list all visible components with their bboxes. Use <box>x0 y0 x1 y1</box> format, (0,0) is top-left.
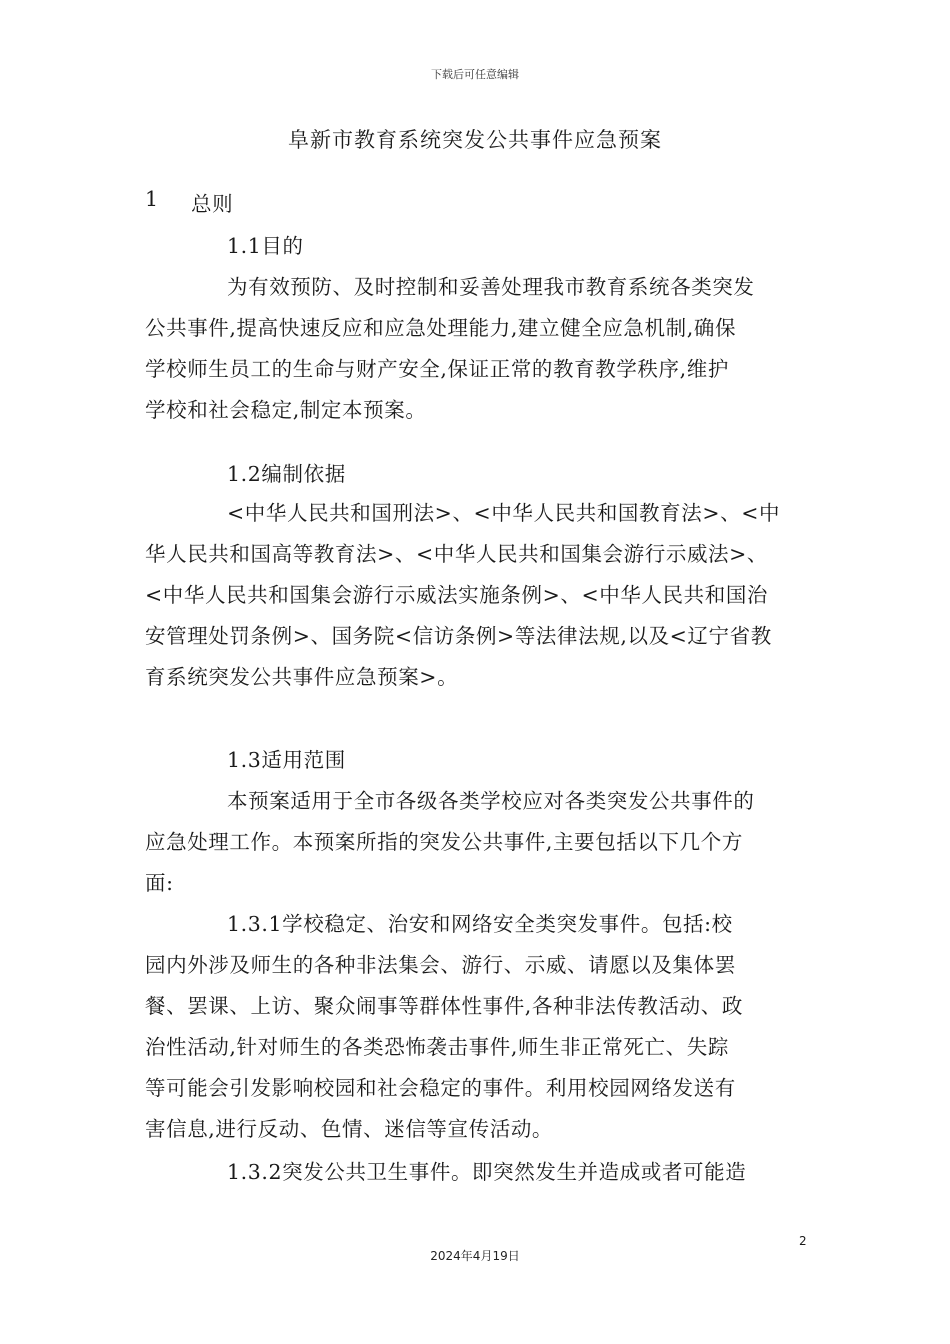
paragraph-line: 学校师生员工的生命与财产安全,保证正常的教育教学秩序,维护 <box>145 357 729 381</box>
paragraph-line: 1.3.2突发公共卫生事件。即突然发生并造成或者可能造 <box>227 1160 747 1184</box>
paragraph-line: 应急处理工作。本预案所指的突发公共事件,主要包括以下几个方 <box>145 830 743 854</box>
paragraph-line: 等可能会引发影响校园和社会稳定的事件。利用校园网络发送有 <box>145 1076 736 1100</box>
paragraph-line: 面: <box>145 871 174 895</box>
page-header: 下载后可任意编辑 <box>431 68 519 81</box>
heading-1-2: 1.2编制依据 <box>227 462 346 486</box>
paragraph-line: 为有效预防、及时控制和妥善处理我市教育系统各类突发 <box>227 275 755 299</box>
heading-1-3: 1.3适用范围 <box>227 748 346 772</box>
paragraph-line: 1.3.1学校稳定、治安和网络安全类突发事件。包括:校 <box>227 912 733 936</box>
page-footer-date: 2024年4月19日 <box>430 1249 520 1263</box>
document-title: 阜新市教育系统突发公共事件应急预案 <box>288 128 662 152</box>
paragraph-line: 餐、罢课、上访、聚众闹事等群体性事件,各种非法传教活动、政 <box>145 994 743 1018</box>
section-1-label: 总则 <box>191 192 234 216</box>
paragraph-line: 公共事件,提高快速反应和应急处理能力,建立健全应急机制,确保 <box>145 316 737 340</box>
section-1-number: 1 <box>145 187 159 211</box>
paragraph-line: 园内外涉及师生的各种非法集会、游行、示威、请愿以及集体罢 <box>145 953 736 977</box>
paragraph-line: <中华人民共和国集会游行示威法实施条例>、<中华人民共和国治 <box>145 583 769 607</box>
paragraph-line: 治性活动,针对师生的各类恐怖袭击事件,师生非正常死亡、失踪 <box>145 1035 729 1059</box>
paragraph-line: 本预案适用于全市各级各类学校应对各类突发公共事件的 <box>227 789 755 813</box>
paragraph-line: 学校和社会稳定,制定本预案。 <box>145 398 427 422</box>
page-number: 2 <box>799 1234 807 1248</box>
heading-1-1: 1.1目的 <box>227 234 304 258</box>
paragraph-line: 华人民共和国高等教育法>、<中华人民共和国集会游行示威法>、 <box>145 542 769 566</box>
paragraph-line: 害信息,进行反动、色情、迷信等宣传活动。 <box>145 1117 554 1141</box>
paragraph-line: <中华人民共和国刑法>、<中华人民共和国教育法>、<中 <box>227 501 781 525</box>
paragraph-line: 安管理处罚条例>、国务院<信访条例>等法律法规,以及<辽宁省教 <box>145 624 772 648</box>
paragraph-line: 育系统突发公共事件应急预案>。 <box>145 665 459 689</box>
